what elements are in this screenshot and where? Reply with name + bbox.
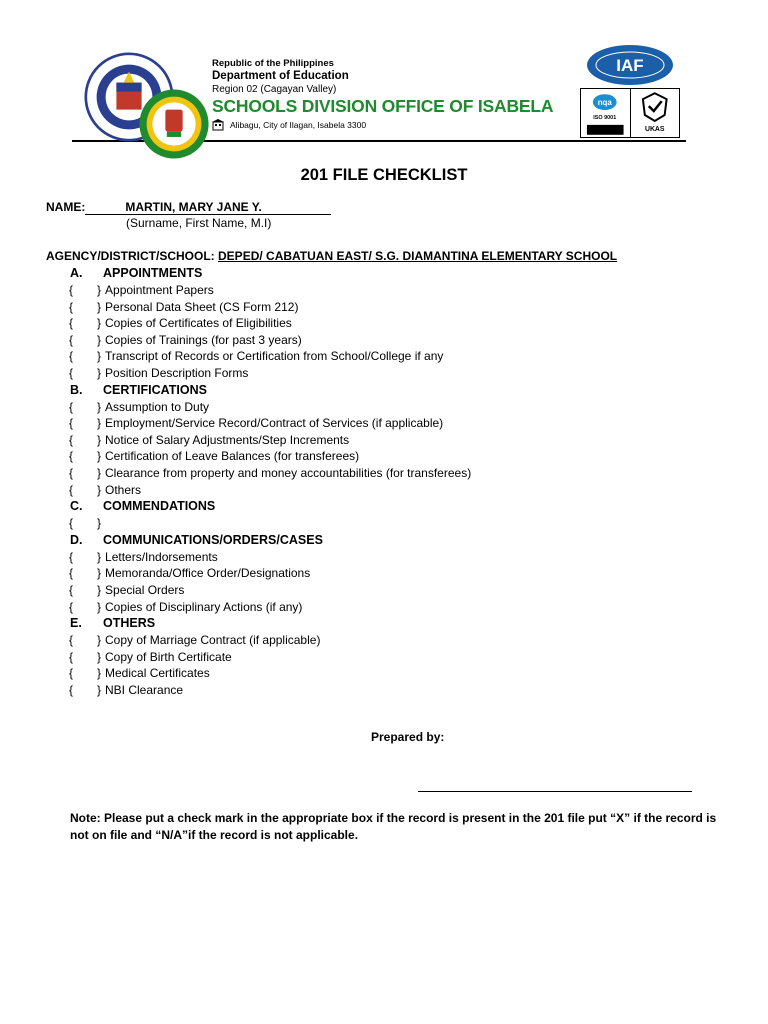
nqa-iso-badge-icon — [581, 89, 631, 137]
checklist-item-label: Position Description Forms — [105, 365, 249, 380]
checkbox-open-brace[interactable]: { — [69, 682, 74, 697]
section-heading — [46, 265, 726, 282]
checkbox-close-brace[interactable]: } — [97, 649, 102, 664]
address-line — [212, 119, 572, 131]
checklist-item-label: Memoranda/Office Order/Designations — [105, 566, 311, 581]
checkbox-open-brace[interactable]: { — [69, 283, 74, 297]
checklist-item — [46, 465, 726, 482]
checkbox-open-brace[interactable]: { — [69, 649, 74, 664]
checkbox-close-brace[interactable]: } — [97, 566, 102, 581]
checkbox-close-brace[interactable]: } — [97, 349, 102, 364]
agency-row — [46, 249, 617, 263]
note-text: Note: Please put a check mark in the appropriate box if the record is present in the 201 file put “X” if the record is not on file and “N/A”if the record is not applicable. — [70, 811, 717, 842]
checkbox-open-brace[interactable]: { — [69, 465, 74, 480]
checklist-item — [46, 665, 726, 682]
checkbox-close-brace[interactable]: } — [97, 416, 102, 431]
name-hint: (Surname, First Name, M.I) — [126, 216, 272, 230]
checklist-item-label: Others — [105, 482, 142, 497]
checklist-item-label: Transcript of Records or Certification from School/College if any — [105, 349, 444, 364]
checkbox-close-brace[interactable]: } — [97, 399, 102, 414]
section-heading — [46, 615, 726, 632]
checkbox-close-brace[interactable]: } — [97, 299, 102, 314]
checklist-item-label: Copies of Certificates of Eligibilities — [105, 316, 292, 331]
checklist-item-label: Clearance from property and money accountabilities (for transferees) — [105, 465, 472, 480]
checklist-item — [46, 415, 726, 432]
checkbox-close-brace[interactable]: } — [97, 633, 102, 648]
checkbox-close-brace[interactable]: } — [97, 465, 102, 480]
checkbox-open-brace[interactable]: { — [69, 299, 74, 314]
checklist-item — [46, 682, 726, 699]
checkbox-open-brace[interactable]: { — [69, 516, 74, 531]
checkbox-close-brace[interactable]: } — [97, 516, 102, 531]
checklist-item — [46, 332, 726, 349]
nqa-label: nqa — [597, 98, 612, 108]
section-heading — [46, 382, 726, 399]
checklist — [46, 265, 726, 698]
checklist-item-label: Appointment Papers — [105, 283, 214, 297]
agency-field[interactable]: DEPED/ CABATUAN EAST/ S.G. DIAMANTINA ELEMENTARY SCHOOL — [218, 249, 618, 263]
checkbox-close-brace[interactable]: } — [97, 666, 102, 681]
iso-label: ISO 9001 — [593, 114, 617, 121]
checklist-item-label: Letters/Indorsements — [105, 549, 218, 564]
checkbox-open-brace[interactable]: { — [69, 633, 74, 648]
checklist-item-label: Medical Certificates — [105, 666, 210, 681]
checklist-item-label: Copy of Birth Certificate — [105, 649, 232, 664]
checklist-item — [46, 565, 726, 582]
checkbox-close-brace[interactable]: } — [97, 482, 102, 497]
checklist-item-label: Assumption to Duty — [105, 399, 210, 414]
iaf-logo-icon — [586, 44, 674, 86]
checkbox-open-brace[interactable]: { — [69, 566, 74, 581]
checklist-item-label: NBI Clearance — [105, 682, 184, 697]
department-label: Department of Education — [212, 70, 349, 82]
checkbox-open-brace[interactable]: { — [69, 549, 74, 564]
office-name: SCHOOLS DIVISION OFFICE OF ISABELA — [212, 96, 554, 116]
section-letter: C. — [70, 499, 83, 514]
checklist-item-label: Copies of Disciplinary Actions (if any) — [105, 599, 303, 614]
checkbox-close-brace[interactable]: } — [97, 549, 102, 564]
checklist-item — [46, 315, 726, 332]
checkbox-open-brace[interactable]: { — [69, 399, 74, 414]
checkbox-open-brace[interactable]: { — [69, 599, 74, 614]
checklist-item — [46, 632, 726, 649]
checkbox-open-brace[interactable]: { — [69, 365, 74, 380]
building-icon — [212, 119, 224, 131]
checklist-item — [46, 549, 726, 566]
name-field[interactable]: MARTIN, MARY JANE Y. — [85, 200, 331, 215]
checklist-item-label: Employment/Service Record/Contract of Services (if applicable) — [105, 416, 444, 431]
sdo-isabela-seal-icon — [138, 88, 210, 160]
section-letter: D. — [70, 532, 83, 547]
letterhead-text — [212, 58, 572, 131]
checklist-item — [46, 649, 726, 666]
checkbox-close-brace[interactable]: } — [97, 599, 102, 614]
checklist-item — [46, 448, 726, 465]
checkbox-close-brace[interactable]: } — [97, 449, 102, 464]
letterhead — [72, 40, 686, 142]
checkbox-open-brace[interactable]: { — [69, 332, 74, 347]
checklist-item-label: Special Orders — [105, 582, 185, 597]
ukas-label: UKAS — [644, 125, 665, 133]
checkbox-open-brace[interactable]: { — [69, 582, 74, 597]
checklist-item-label: Copy of Marriage Contract (if applicable) — [105, 633, 321, 648]
checkbox-close-brace[interactable]: } — [97, 332, 102, 347]
checklist-item — [46, 482, 726, 499]
checklist-item — [46, 365, 726, 382]
checkbox-close-brace[interactable]: } — [97, 283, 102, 297]
checkbox-close-brace[interactable]: } — [97, 365, 102, 380]
prepared-by-label: Prepared by: — [371, 730, 445, 744]
section-heading — [46, 498, 726, 515]
iaf-label: IAF — [616, 56, 644, 75]
checklist-item-label: Notice of Salary Adjustments/Step Increments — [105, 432, 350, 447]
section-title: OTHERS — [103, 616, 156, 631]
certification-logos — [580, 44, 678, 136]
section-heading — [46, 532, 726, 549]
checklist-item — [46, 399, 726, 416]
checklist-item — [46, 582, 726, 599]
checkbox-open-brace[interactable]: { — [69, 349, 74, 364]
signature-line[interactable] — [418, 791, 692, 792]
checkbox-open-brace[interactable]: { — [69, 432, 74, 447]
agency-label: AGENCY/DISTRICT/SCHOOL: — [46, 249, 215, 263]
checkbox-open-brace[interactable]: { — [69, 666, 74, 681]
ukas-badge-icon — [631, 89, 680, 137]
name-row — [46, 200, 331, 215]
checklist-item — [46, 515, 726, 532]
checkbox-open-brace[interactable]: { — [69, 482, 74, 497]
checklist-item-label: Copies of Trainings (for past 3 years) — [105, 332, 302, 347]
checklist-item-label: Certification of Leave Balances (for transferees) — [105, 449, 360, 464]
checkbox-close-brace[interactable]: } — [97, 682, 102, 697]
section-letter: E. — [70, 616, 82, 631]
address-text: Alibagu, City of Ilagan, Isabela 3300 — [230, 120, 367, 130]
name-label: NAME: — [46, 200, 86, 214]
checklist-item — [46, 432, 726, 449]
checklist-item — [46, 599, 726, 616]
section-title: APPOINTMENTS — [103, 266, 203, 280]
checkbox-close-brace[interactable]: } — [97, 316, 102, 331]
checklist-item — [46, 282, 726, 299]
section-title: CERTIFICATIONS — [103, 382, 207, 397]
region-label: Region 02 (Cagayan Valley) — [212, 84, 337, 95]
page-title: 201 FILE CHECKLIST — [300, 166, 468, 184]
checklist-item — [46, 299, 726, 316]
checkbox-open-brace[interactable]: { — [69, 316, 74, 331]
section-letter: A. — [70, 266, 83, 280]
iso-ukas-badges — [580, 88, 680, 138]
republic-label: Republic of the Philippines — [212, 58, 334, 69]
checkbox-open-brace[interactable]: { — [69, 416, 74, 431]
checklist-item — [46, 348, 726, 365]
checkbox-close-brace[interactable]: } — [97, 582, 102, 597]
checklist-item-label: Personal Data Sheet (CS Form 212) — [105, 299, 299, 314]
checkbox-open-brace[interactable]: { — [69, 449, 74, 464]
checkbox-close-brace[interactable]: } — [97, 432, 102, 447]
section-title: COMMENDATIONS — [103, 499, 216, 514]
section-title: COMMUNICATIONS/ORDERS/CASES — [103, 532, 323, 547]
section-letter: B. — [70, 382, 83, 397]
